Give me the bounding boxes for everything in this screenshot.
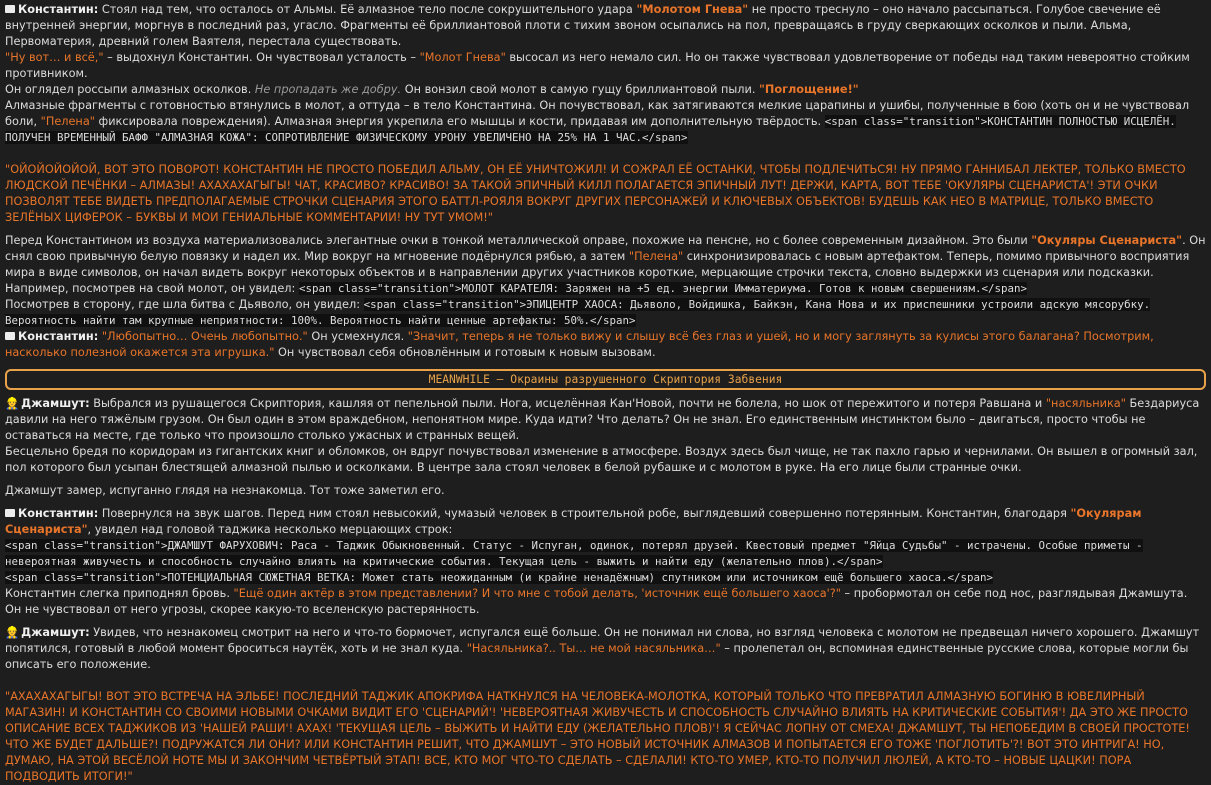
speaker-icon [5, 332, 15, 340]
paragraph: Он оглядел россыпи алмазных осколков. Не пропадать же добру. Он вонзил свой молот в самую гущу бриллиантовой пыли. "Поглощение!" [5, 83, 859, 96]
scene-banner: MEANWHILE – Окраины разрушенного Скриптория Забвения [5, 369, 1206, 390]
code-span: <span class="transition">ДЖАМШУТ ФАРУХОВИЧ: Раса - Таджик Обыкновенный. Статус - Испуган, одинок, потерял друзей. Квестовый предмет "Яйца Судьбы" - истрачены. Особые приметы - невероятная живучесть и способность случайно влиять на критические события. Текущая цель - выжить и найти еду (желательно плов).</span> [5, 539, 1143, 568]
worker-emoji-icon: 👷 [5, 626, 20, 639]
worker-emoji-icon: 👷 [5, 397, 20, 410]
narrator-shout: "ОЙОЙОЙОЙОЙ, ВОТ ЭТО ПОВОРОТ! КОНСТАНТИН НЕ ПРОСТО ПОБЕДИЛ АЛЬМУ, ОН ЕЁ УНИЧТОЖИЛ! И СОЖРАЛ ЕЁ ОСТАНКИ, ЧТОБЫ ПОДЛЕЧИТЬСЯ! НУ ПРЯМО ГАННИБАЛ ЛЕКТЕР, ТОЛЬКО ВМЕСТО ЛЮДСКОЙ ПЕЧЁНКИ – АЛМАЗЫ! АХАХАХАГЫГЫ! ЧАТ, КРАСИВО? КРАСИВО! ЗА ТАКОЙ ЭПИЧНЫЙ КИЛЛ ПОЛАГАЕТСЯ ЭПИЧНЫЙ ЛУТ! ДЕРЖИ, КАРТА, ВОТ ТЕБЕ 'ОКУЛЯРЫ СЦЕНАРИСТА'! ЭТИ ОЧКИ ПОЗВОЛЯТ ТЕБЕ ВИДЕТЬ ПРЕДПОЛАГАЕМЫЕ СТРОЧКИ СЦЕНАРИЯ ЭТОГО БАТТЛ-РОЯЛЯ ВОКРУГ ДРУГИХ ПЕРСОНАЖЕЙ И КЛЮЧЕВЫХ ОБЪЕКТОВ! БУДЕШЬ КАК НЕО В МАТРИЦЕ, ТОЛЬКО ВМЕСТО ЗЕЛЁНЫХ ЦИФЕРОК – БУКВЫ И МОИ ГЕНИАЛЬНЫЕ КОММЕНТАРИИ! НУ ТУТ УМОМ!" [5, 163, 1186, 224]
message-konstantin-2: Константин: "Любопытно… Очень любопытно." Он усмехнулся. "Значит, теперь я не только вижу и слышу всё без глаз и ушей, но и могу заглянуть за кулисы этого балагана? Посмотрим, насколько полезной окажется эта игрушка." Он чувствовал себя обновлённым и готовым к новым вызовам. [5, 330, 1154, 359]
code-span: <span class="transition">МОЛОТ КАРАТЕЛЯ: Заряжен на +5 ед. энергии Имматериума. Готов к новым свершениям.</span> [298, 282, 1027, 295]
speaker-name: Константин: [18, 3, 99, 16]
speaker-name: Джамшут: [21, 626, 90, 639]
message-jamshut-1: 👷 Джамшут: Выбрался из рушащегося Скриптория, кашляя от пепельной пыли. Нога, исцелённая Кан'Новой, почти не болела, но шок от пережитого и потеря Равшана и "насяльника" Бездариуса давили на него тяжёлым грузом. Он был один в этом враждебном, непонятном мире. Куда идти? Что делать? Он не знал. Его единственным инстинктом было – двигаться, просто чтобы не оставаться на месте, где только что произошло столько ужасных и странных вещей. [5, 397, 1200, 442]
speaker-name: Константин: [18, 507, 99, 520]
speaker-name: Джамшут: [21, 397, 90, 410]
paragraph: Перед Константином из воздуха материализовались элегантные очки в тонкой металлической оправе, похожие на пенсне, но с более современным дизайном. Это были "Окуляры Сценариста". Он снял свою привычную белую повязку и надел их. Мир вокруг на мгновение подёрнулся рябью, а затем "Пелена" синхронизировалась с новым артефактом. Теперь, помимо привычного восприятия мира в виде символов, он начал видеть вокруг некоторых объектов и в направлении других участников короткие, мерцающие строчки текста, словно выдержки из сценария или подсказки. [5, 234, 1206, 279]
paragraph: Посмотрев в сторону, где шла битва с Дьяволо, он увидел: <span class="transition">ЭПИЦЕНТР ХАОСА: Дьяволо, Войдишка, Байкэн, Кана Нова и их приспешники устроили адскую мясорубку. Вероятность найти там крупные неприятности: 100%. Вероятность найти ценные артефакты: 50%.</span> [5, 298, 1151, 327]
paragraph [5, 538, 1206, 570]
paragraph: Джамшут замер, испуганно глядя на незнакомца. Тот тоже заметил его. [5, 484, 445, 497]
message-konstantin-1: Константин: Стоял над тем, что осталось от Альмы. Её алмазное тело после сокрушительного удара "Молотом Гнева" не просто треснуло – оно начало рассыпаться. Голубое свечение её внутренней энергии, моргнув в последний раз, угасло. Фрагменты её бриллиантовой плоти с тихим звоном осыпались на пол, превращаясь в груду сверкающих осколков и пыли. Альма, Первоматерия, древний голем Ваятеля, перестала существовать. [5, 3, 1161, 48]
message-jamshut-2: 👷 Джамшут: Увидев, что незнакомец смотрит на него и что-то бормочет, испугался ещё больше. Он не понимал ни слова, но взгляд человека с молотом не предвещал ничего хорошего. Джамшут попятился, готовый в любой момент броситься наутёк, хоть и не знал куда. "Насяльника?.. Ты… не мой насяльника…" – пролепетал он, вспоминая единственные русские слова, которые могли бы описать его положение. [5, 626, 1200, 671]
paragraph: Бесцельно бредя по коридорам из гигантских книг и обломков, он вдруг почувствовал изменение в атмосфере. Воздух здесь был чище, не так пахло гарью и чернилами. Он вышел в огромный зал, пол которого был усыпан блестящей алмазной пылью и осколками. В центре зала стоял человек в белой рубашке и с молотом в руке. На его лице были странные очки. [5, 445, 1198, 474]
paragraph [5, 570, 1206, 586]
code-span: <span class="transition">ЭПИЦЕНТР ХАОСА: Дьяволо, Войдишка, Байкэн, Кана Нова и их приспешники устроили адскую мясорубку. Вероятность найти там крупные неприятности: 100%. Вероятность найти ценные артефакты: 50%.</span> [5, 298, 1151, 327]
paragraph: Константин слегка приподнял бровь. "Ещё один актёр в этом представлении? И что мне с тобой делать, 'источник ещё большего хаоса'?" – пробормотал он себе под нос, разглядывая Джамшута. Он не чувствовал от него угрозы, скорее какую-то вселенскую растерянность. [5, 587, 1188, 616]
speaker-icon [5, 5, 15, 13]
message-konstantin-3: Константин: Повернулся на звук шагов. Перед ним стоял невысокий, чумазый человек в строительной робе, выглядевший совершенно потерянным. Константин, благодаря "Окулярам Сценариста", увидел над головой таджика несколько мерцающих строк: [5, 507, 1142, 536]
speaker-icon [5, 509, 15, 517]
code-span: <span class="transition">КОНСТАНТИН ПОЛНОСТЬЮ ИСЦЕЛЁН. ПОЛУЧЕН ВРЕМЕННЫЙ БАФФ "АЛМАЗНАЯ КОЖА": СОПРОТИВЛЕНИЕ ФИЗИЧЕСКОМУ УРОНУ УВЕЛИЧЕНО НА 25% НА 1 ЧАС.</span> [5, 115, 1176, 144]
paragraph: Алмазные фрагменты с готовностью втянулись в молот, а оттуда – в тело Константина. Он почувствовал, как затягиваются мелкие царапины и ушибы, полученные в бою (хоть он и не чувствовал боли, "Пелена" фиксировала повреждения). Алмазная энергия укрепила его мышцы и кости, придавая им дополнительную твёрдость. <span class="transition">КОНСТАНТИН ПОЛНОСТЬЮ ИСЦЕЛЁН. ПОЛУЧЕН ВРЕМЕННЫЙ БАФФ "АЛМАЗНАЯ КОЖА": СОПРОТИВЛЕНИЕ ФИЗИЧЕСКОМУ УРОНУ УВЕЛИЧЕНО НА 25% НА 1 ЧАС.</span> [5, 99, 1190, 144]
code-span: <span class="transition">ПОТЕНЦИАЛЬНАЯ СЮЖЕТНАЯ ВЕТКА: Может стать неожиданным (и крайне ненадёжным) спутником или источником ещё большего хаоса.</span> [5, 571, 994, 584]
paragraph: Например, посмотрев на свой молот, он увидел: <span class="transition">МОЛОТ КАРАТЕЛЯ: Заряжен на +5 ед. энергии Имматериума. Готов к новым свершениям.</span> [5, 282, 1027, 295]
narrator-shout: "АХАХАХАГЫГЫ! ВОТ ЭТО ВСТРЕЧА НА ЭЛЬБЕ! ПОСЛЕДНИЙ ТАДЖИК АПОКРИФА НАТКНУЛСЯ НА ЧЕЛОВЕКА-МОЛОТКА, КОТОРЫЙ ТОЛЬКО ЧТО ПРЕВРАТИЛ АЛМАЗНУЮ БОГИНЮ В ЮВЕЛИРНЫЙ МАГАЗИН! И КОНСТАНТИН СО СВОИМИ НОВЫМИ ОЧКАМИ ВИДИТ ЕГО 'СЦЕНАРИЙ'! 'НЕВЕРОЯТНАЯ ЖИВУЧЕСТЬ И СПОСОБНОСТЬ СЛУЧАЙНО ВЛИЯТЬ НА КРИТИЧЕСКИЕ СОБЫТИЯ'! ДА ЭТО ЖЕ ПРОСТО ОПИСАНИЕ ВСЕХ ТАДЖИКОВ ИЗ 'НАШЕЙ РАШИ'! АХАХ! 'ТЕКУЩАЯ ЦЕЛЬ – ВЫЖИТЬ И НАЙТИ ЕДУ (ЖЕЛАТЕЛЬНО ПЛОВ)'! Я СЕЙЧАС ЛОПНУ ОТ СМЕХА! ДЖАМШУТ, ТЫ НЕПОБЕДИМ В СВОЕЙ ПРОСТОТЕ! ЧТО ЖЕ БУДЕТ ДАЛЬШЕ?! ПОДРУЖАТСЯ ЛИ ОНИ? ИЛИ КОНСТАНТИН РЕШИТ, ЧТО ДЖАМШУТ – ЭТО НОВЫЙ ИСТОЧНИК АЛМАЗОВ И ПОПЫТАЕТСЯ ЕГО ТОЖЕ 'ПОГЛОТИТЬ'?! ВОТ ЭТО ИНТРИГА! НО, ДУМАЮ, НА ЭТОЙ ВЕСЁЛОЙ НОТЕ МЫ И ЗАКОНЧИМ ЧЕТВЁРТЫЙ ЭТАП! ВСЕ, КТО МОГ ЧТО-ТО СДЕЛАТЬ – СДЕЛАЛИ! КТО-ТО УМЕР, КТО-ТО ПОЛУЧИЛ ЛЮЛЕЙ, А КТО-ТО – НОВЫЕ ЦАЦКИ! ПОРА ПОДВОДИТЬ ИТОГИ!" [5, 690, 1190, 783]
paragraph: "Ну вот… и всё," – выдохнул Константин. Он чувствовал усталость – "Молот Гнева" высосал из него немало сил. Но он также чувствовал удовлетворение от победы над таким невероятно стойким противником. [5, 51, 1190, 80]
speaker-name: Константин: [18, 330, 99, 343]
